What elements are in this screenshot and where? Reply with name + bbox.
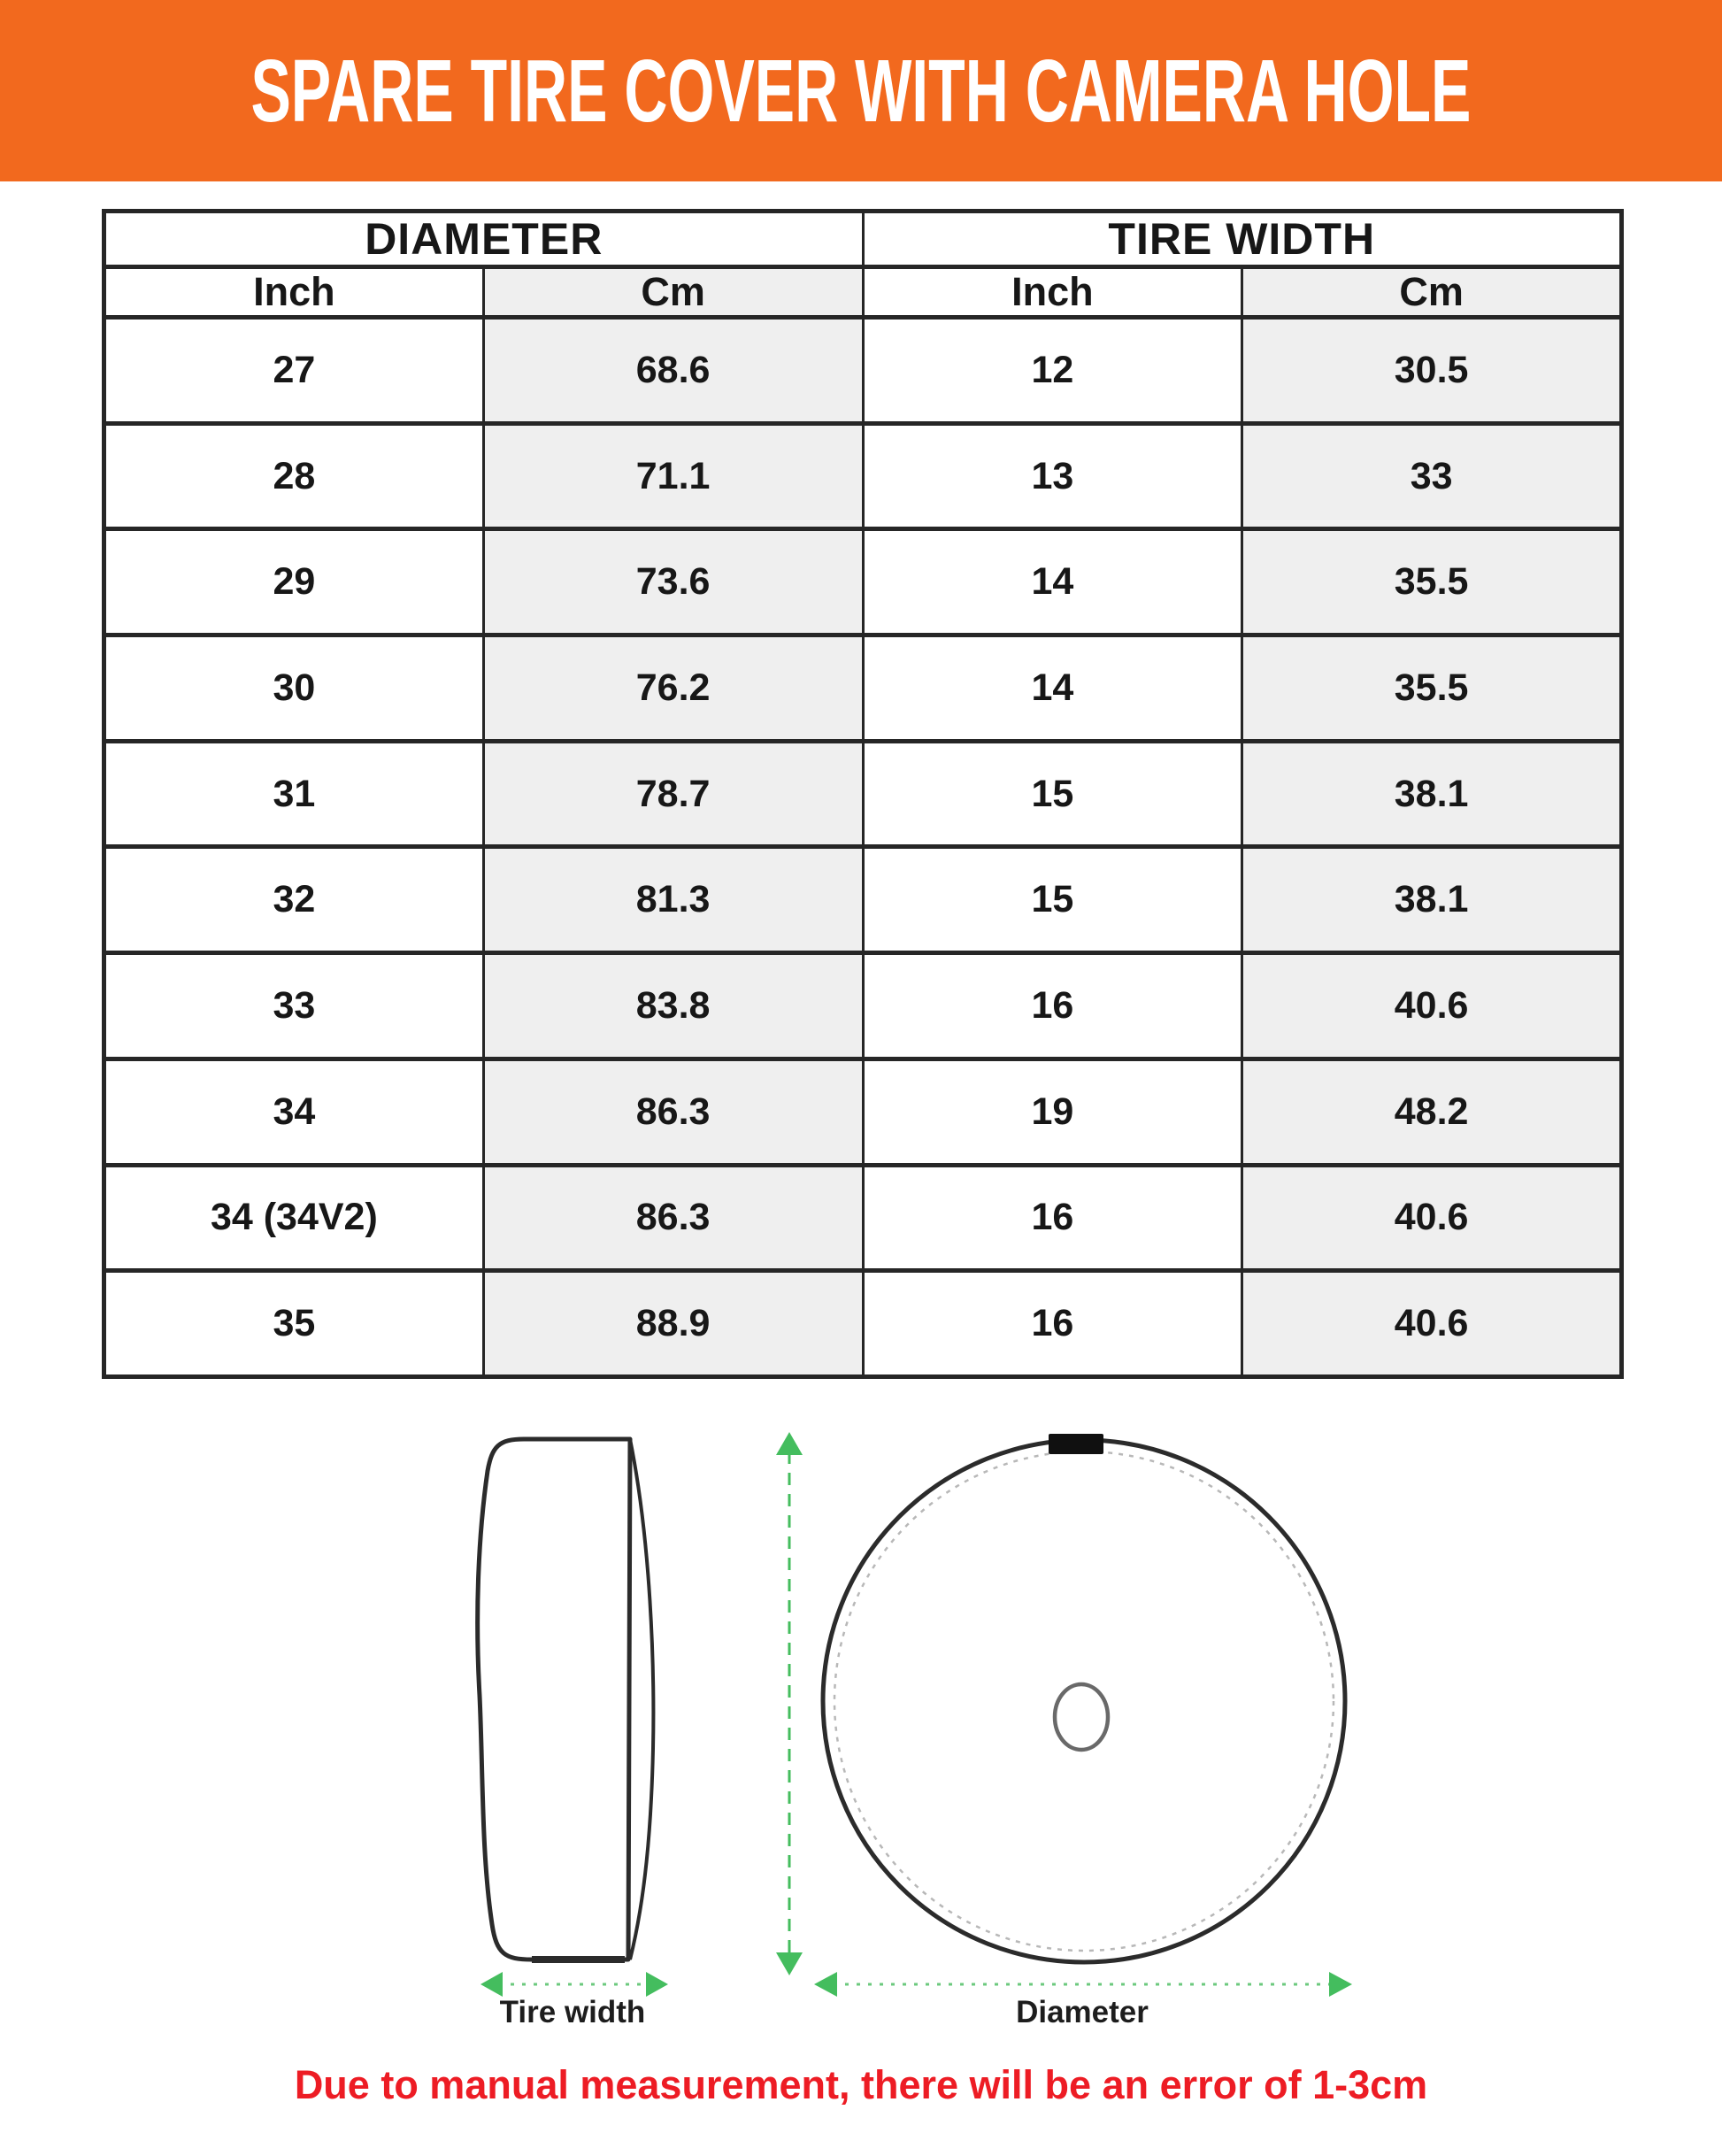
valve-tab	[1049, 1434, 1103, 1454]
diameter-cm-cell: 71.1	[483, 423, 863, 529]
diameter-inch-cell: 34 (34V2)	[104, 1165, 484, 1271]
diameter-inch-cell: 28	[104, 423, 484, 529]
width-inch-cell: 15	[863, 847, 1242, 953]
unit-header-width-cm: Cm	[1242, 267, 1622, 318]
width-inch-cell: 16	[863, 1271, 1242, 1377]
table-row	[104, 1165, 1622, 1271]
diameter-inch-cell: 27	[104, 318, 484, 424]
diameter-arrow	[814, 1972, 1352, 1997]
diameter-cm-cell: 76.2	[483, 635, 863, 742]
diameter-cm-cell: 88.9	[483, 1271, 863, 1377]
diameter-inch-cell: 35	[104, 1271, 484, 1377]
table-row	[104, 1059, 1622, 1165]
size-table	[102, 209, 1624, 1379]
measurement-note: Due to manual measurement, there will be an error of 1-3cm	[294, 2062, 1428, 2107]
unit-header-width-inch: Inch	[863, 267, 1242, 318]
width-inch-cell: 14	[863, 635, 1242, 742]
tire-width-arrow	[480, 1972, 668, 1997]
table-row	[104, 847, 1622, 953]
table-row	[104, 741, 1622, 847]
diameter-inch-cell: 34	[104, 1059, 484, 1165]
diameter-inch-cell: 30	[104, 635, 484, 742]
diameter-inch-cell: 29	[104, 529, 484, 635]
width-inch-cell: 13	[863, 423, 1242, 529]
width-cm-cell: 33	[1242, 423, 1622, 529]
width-cm-cell: 35.5	[1242, 529, 1622, 635]
group-header-diameter: DIAMETER	[104, 212, 864, 267]
width-inch-cell: 12	[863, 318, 1242, 424]
diameter-circle	[823, 1440, 1345, 1962]
diameter-cm-cell: 73.6	[483, 529, 863, 635]
width-cm-cell: 40.6	[1242, 953, 1622, 1059]
width-cm-cell: 35.5	[1242, 635, 1622, 742]
diameter-inch-cell: 31	[104, 741, 484, 847]
width-cm-cell: 38.1	[1242, 741, 1622, 847]
diameter-cm-cell: 78.7	[483, 741, 863, 847]
measurement-diagram	[0, 1398, 1722, 2044]
diameter-inch-cell: 33	[104, 953, 484, 1059]
diameter-inch-cell: 32	[104, 847, 484, 953]
banner	[0, 0, 1722, 181]
table-row	[104, 423, 1622, 529]
height-arrow	[776, 1432, 803, 1975]
width-inch-cell: 15	[863, 741, 1242, 847]
width-inch-cell: 19	[863, 1059, 1242, 1165]
camera-hole	[1055, 1684, 1108, 1750]
width-inch-cell: 14	[863, 529, 1242, 635]
unit-header-row	[104, 267, 1622, 318]
diameter-cm-cell: 81.3	[483, 847, 863, 953]
diameter-cm-cell: 83.8	[483, 953, 863, 1059]
width-cm-cell: 40.6	[1242, 1271, 1622, 1377]
tire-side-view	[478, 1439, 654, 1960]
diameter-cm-cell: 86.3	[483, 1059, 863, 1165]
diameter-cm-cell: 68.6	[483, 318, 863, 424]
width-inch-cell: 16	[863, 1165, 1242, 1271]
width-cm-cell: 48.2	[1242, 1059, 1622, 1165]
tire-width-label: Tire width	[499, 1995, 646, 2029]
group-header-row	[104, 212, 1622, 267]
group-header-tire-width: TIRE WIDTH	[863, 212, 1622, 267]
table-row	[104, 953, 1622, 1059]
table-row	[104, 1271, 1622, 1377]
tire-front-view	[823, 1434, 1345, 1962]
stitch-circle	[834, 1451, 1334, 1951]
page-title: SPARE TIRE COVER WITH CAMERA HOLE	[250, 41, 1472, 141]
width-cm-cell: 40.6	[1242, 1165, 1622, 1271]
width-cm-cell: 30.5	[1242, 318, 1622, 424]
unit-header-diameter-inch: Inch	[104, 267, 484, 318]
unit-header-diameter-cm: Cm	[483, 267, 863, 318]
table-row	[104, 318, 1622, 424]
width-inch-cell: 16	[863, 953, 1242, 1059]
table-row	[104, 529, 1622, 635]
diameter-label: Diameter	[1016, 1995, 1149, 2029]
table-row	[104, 635, 1622, 742]
width-cm-cell: 38.1	[1242, 847, 1622, 953]
diameter-cm-cell: 86.3	[483, 1165, 863, 1271]
